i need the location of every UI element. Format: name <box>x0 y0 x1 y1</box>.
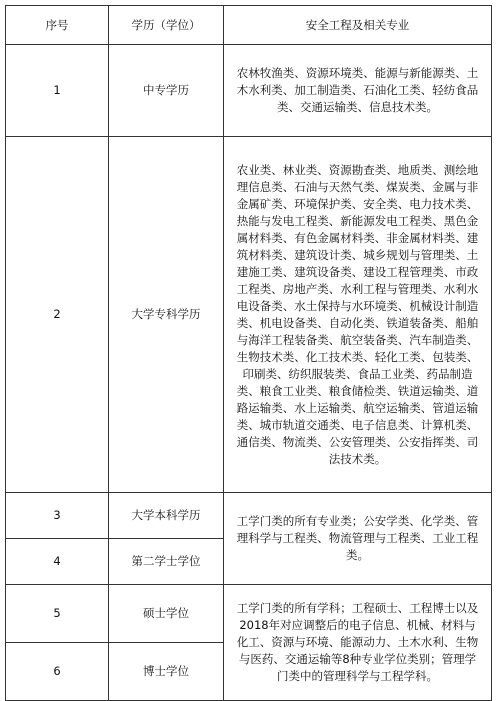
row-index: 3 <box>6 493 109 539</box>
row-index: 2 <box>6 137 109 493</box>
header-index: 序号 <box>6 6 109 45</box>
table-row <box>6 493 492 539</box>
merged-majors-undergrad: 工学门类的所有专业类；公安学类、化学类、管理科学与工程类、物流管理与工程类、工业工程类。 <box>224 493 492 585</box>
row-index: 6 <box>6 643 109 701</box>
row-degree: 硕士学位 <box>109 585 224 643</box>
row-degree: 中专学历 <box>109 45 224 137</box>
row-index: 5 <box>6 585 109 643</box>
header-majors: 安全工程及相关专业 <box>224 6 492 45</box>
row-degree: 博士学位 <box>109 643 224 701</box>
row-degree: 大学本科学历 <box>109 493 224 539</box>
majors-table <box>5 5 492 701</box>
row-index: 4 <box>6 539 109 585</box>
table-row <box>6 137 492 493</box>
table-row <box>6 585 492 643</box>
table-row <box>6 45 492 137</box>
table-header-row <box>6 6 492 45</box>
row-majors: 农林牧渔类、资源环境类、能源与新能源类、土木水利类、加工制造类、石油化工类、轻纺食品类、交通运输类、信息技术类。 <box>224 45 492 137</box>
row-degree: 大学专科学历 <box>109 137 224 493</box>
header-degree: 学历（学位） <box>109 6 224 45</box>
merged-majors-graduate: 工学门类的所有学科；工程硕士、工程博士以及2018年对应调整后的电子信息、机械、材料与化工、资源与环境、能源动力、土木水利、生物与医药、交通运输等8种专业学位类别；管理学门类中的管理科学与工程学科。 <box>224 585 492 701</box>
row-degree: 第二学士学位 <box>109 539 224 585</box>
row-majors: 农业类、林业类、资源勘查类、地质类、测绘地理信息类、石油与天然气类、煤炭类、金属与非金属矿类、环境保护类、安全类、电力技术类、热能与发电工程类、新能源发电工程类、黑色金属材料类、有色金属材料类、非金属材料类、建筑材料类、建筑设计类、城乡规划与管理类、土建施工类、建筑设备类、建设工程管理类、市政工程类、房地产类、水利工程与管理类、水利水电设备类、水土保持与水环境类、机械设计制造类、机电设备类、自动化类、铁道装备类、船舶与海洋工程装备类、航空装备类、汽车制造类、生物技术类、化工技术类、轻化工类、包装类、印刷类、纺织服装类、食品工业类、药品制造类、粮食工业类、粮食储检类、铁道运输类、道路运输类、水上运输类、航空运输类、管道运输类、城市轨道交通类、电子信息类、计算机类、通信类、物流类、公安管理类、公安指挥类、司法技术类。 <box>224 137 492 493</box>
row-index: 1 <box>6 45 109 137</box>
